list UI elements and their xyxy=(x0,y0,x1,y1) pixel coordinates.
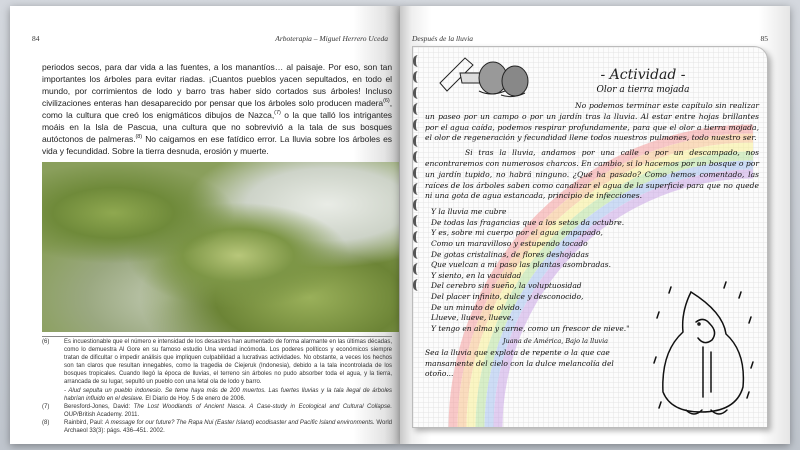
running-head: Arboterapia – Miguel Herrero Uceda xyxy=(275,34,388,43)
right-page xyxy=(400,6,790,444)
paragraph: No podemos terminar este capítulo sin realizar un paseo por un campo o por un jardín tras la lluvia. Al estar entre hojas brillantes por el agua caída, podemos respirar profundamente, para que el olor a tierra mojada, el olor de regeneración y fecundidad llene todos nuestros pulmones, todo nuestro ser. xyxy=(425,101,759,143)
footnote: (6) Es incuestionable que el número e intensidad de los desastres han aumentado de forma alarmante en las últimas décadas, como lo demuestra Al Gore en su famoso estudio Una verdad incómoda. Los poderes políticos y económicos siempre tratan de dificultar o impedir análisis que impliquen culpabilidad a lucrativas actividades. No obstante, a veces los hechos son tan claros que resultan innegables, como la tragedia de Ciejeruk (Indonesia), debido a la tala incontrolada de los bosques tropicales. Cuando llegó la época de lluvias, el terreno sin árboles no pudo absorber toda el agua, y la tierra, arrancada de su lugar, sepultó un pueblo con una letal ola de lodo y barro. - Alud sepulta un pueblo indonesio. Se teme haya más de 200 muertos. Las fuertes lluvias y la tala ilegal de árboles habrían influido en el deslave. El Diario de Hoy. 5 de enero de 2006. xyxy=(42,339,392,402)
footnote: (7) Beresford-Jones, David: The Lost Woodlands of Ancient Nasca. A Case-study in Ecological and Cultural Collapse. OUP/British Academy. 2011. xyxy=(42,403,393,418)
page-number: 85 xyxy=(760,34,768,43)
left-page xyxy=(10,6,400,444)
activity-notebook-card xyxy=(412,46,768,428)
body-paragraph: periodos secos, para dar vida a las fuentes, a los manantíos… al paisaje. Por eso, son tan importantes los árboles para evitar riadas. ¡Cuantos pueblos yacen sepultados, en todo el mundo, por corrimientos de lodo y barro tras haber sido cortados sus árboles! Incluso civilizaciones enteras han desaparecido por pensar que los árboles solo producen madera$^{(6)}$, como la cultura que creó los enigmáticos dibujos de Nazca,$^{(7)}$ o la que talló los intrigantes moáis en la Isla de Pascua, una cultura que no sobrevivió a la tala de sus bosques autóctonos de palmeras.$^{(8)}$ No caigamos en ese fatídico error. La lluvia sobre los árboles es vida y fecundidad. Sobre la tierra desnuda, erosión y muerte. xyxy=(42,62,393,156)
activity-text xyxy=(425,101,759,202)
footnote: (8) Rainbird, Paul: A message for our future? The Rapa Nui (Easter Island) ecodisaster and Pacific Island environments. World Archaeol 33(3): págs. 436–451. 2002. xyxy=(42,419,392,435)
activity-title: - Actividad - xyxy=(600,67,686,83)
left-page-content xyxy=(42,61,392,435)
poem-author: Juana de América, Bajo la lluvia xyxy=(503,337,609,346)
page-number: 84 xyxy=(32,34,40,43)
closing-text: Sea la lluvia que explota de repente o la que cae mansamente del cielo con la dulce melancolía del otoño... xyxy=(425,348,614,379)
running-head: Después de la lluvia xyxy=(412,34,474,43)
activity-content xyxy=(425,101,759,380)
shoes-pencil-illustration xyxy=(435,53,530,98)
activity-subtitle: Olor a tierra mojada xyxy=(596,85,690,95)
paragraph: Si tras la lluvia, andamos por una calle o por un descampado, nos encontraremos con numerosos charcos. En cambio, si lo hacemos por un bosque o por un jardín tupido, no habrá ninguno. ¿Qué ha pasado? Como hemos comentado, las raíces de los árboles saben como canalizar el agua de la superficie para que no quede ni una gota de agua estancada, principio de infecciones. xyxy=(425,148,759,201)
poem: Y la lluvia me cubre De todas las fragancias que a los setos da octubre. Y es, sobre mi cuerpo por el agua empapado, Como un maravilloso y estupendo tocado De gotas cristalinas, de flores deshojadas Que vuelcan a mi paso las plantas asombradas. Y siento, en la vacuidad Del cerebro sin sueño, la voluptuosidad Del placer infinito, dulce y desconocido, De un minuto de olvido. Llueve, llueve, llueve, Y tengo en alma y carne, como un frescor de nieve." xyxy=(431,207,630,333)
spiral-binding xyxy=(413,55,423,295)
footnotes xyxy=(42,336,392,435)
moss-rain-photo xyxy=(42,162,399,332)
